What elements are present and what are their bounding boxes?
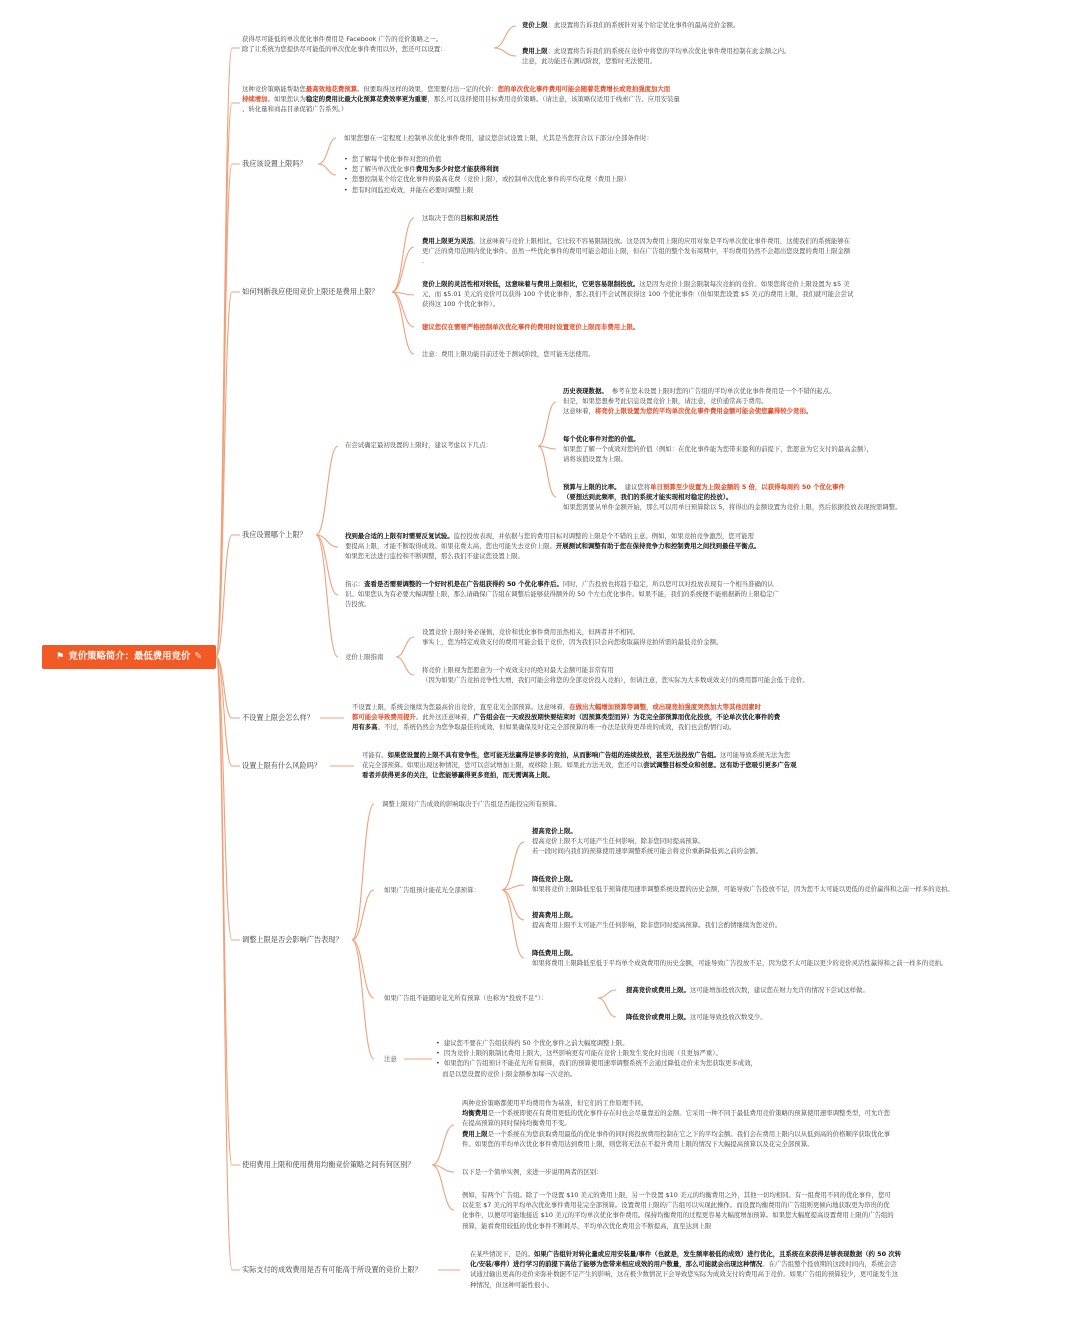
text-span: 预算与上限的比率。 — [563, 483, 621, 491]
topic-no-cap[interactable]: 不设置上限会怎么样？ — [242, 713, 314, 722]
q6-note-label[interactable]: 注意 — [384, 1055, 397, 1063]
text-span: 找到最合适的上限有时需要反复试验。 — [345, 532, 454, 540]
q6-under-raise — [626, 985, 869, 995]
text-span: 费用为多少时您才能获得利润 — [415, 165, 499, 174]
connector-line — [598, 998, 616, 1017]
strategy-paragraph — [242, 84, 680, 115]
list-item — [436, 1069, 757, 1079]
text-span: 获得这 100 个优化事件）。 — [422, 300, 499, 309]
text-span: 这可能导致系统无法为您 — [719, 751, 791, 759]
text-span: 竞价上限的灵活性相对较低，这意味着与费用上限相比，它更容易限制投放。 — [422, 280, 640, 288]
bid-cap-def — [522, 20, 739, 30]
connector-line — [538, 446, 556, 497]
bid-cap-label: 竞价上限 — [522, 21, 548, 29]
text-span: 化事件，以便尽可能地接近 $10 美元的平均单次优化事件费用。保持均衡费用的过程更容易大幅度增加预算。如果您大幅度提高设置费用上限的广告组的 — [462, 1211, 894, 1220]
list-item: • 您了解当单次优化事件费用为多少时您才能获得利润 — [344, 165, 499, 174]
topic-risks[interactable]: 设置上限有什么风险吗？ — [242, 761, 322, 770]
q6-under-spend[interactable]: 如果广告组不能随时花光所有预算（也称为“投放不足”）： — [384, 994, 548, 1002]
connector-line — [432, 1125, 454, 1165]
topic-cost-cap-vs-average[interactable]: 使用费用上限和使用费用均衡竞价策略之间有何区别？ — [242, 1160, 415, 1169]
text-span: 这种竞价策略能帮助您 — [242, 85, 306, 93]
q7-definitions — [462, 1098, 890, 1149]
text-span: 告投放。 — [345, 600, 371, 609]
connector-line — [538, 402, 556, 446]
connector-line — [392, 292, 414, 354]
text-span: 最高效地花费预算 — [305, 85, 358, 93]
text-span: 、转化量和商品目录促销广告系列。） — [242, 105, 348, 114]
text-span: 您想控制某个给定优化事件的最高花费（竞价上限），或控制单次优化事件的平均花费（费用上限） — [351, 175, 630, 184]
text-span: （因为如果广告竞拍竞争性大增，我们可能会将您的全部竞价投入竞拍），但请注意，您实际为大多数成效支付的费用都可能会低于竞价。 — [422, 676, 809, 685]
connector-line — [352, 890, 374, 940]
q6-full-spend[interactable]: 如果广告组预计能花光全部预算： — [384, 886, 480, 894]
topic-adjust-effect[interactable]: 调整上限是否会影响广告表现？ — [242, 935, 343, 944]
bid-cap-guide[interactable]: 竞价上限指南 — [345, 653, 384, 661]
text-span: 这是因为竞价上限会限制每次竞拍的竞价。如果您将竞价上限设置为 $5 美 — [639, 280, 850, 288]
text-span: 在提高预算的同时保持均衡费用不变。 — [462, 1119, 571, 1128]
text-span: 指示： — [345, 580, 365, 588]
topic-bid-vs-cost-cap[interactable]: 如何判断我应使用竞价上限还是费用上限？ — [242, 287, 379, 296]
text-span: 建议您仅在需要严格控制单次优化事件的费用时设置竞价上限而非费用上限。 — [422, 323, 640, 331]
text-span: 广告组会在一天或投放期快要结束时（因预算类型而异）为花完全部预算而优化投放，不论单次优化事件的费 — [473, 713, 781, 722]
connector-line — [216, 657, 240, 1270]
text-span: 提高竞价或费用上限。 — [626, 986, 690, 994]
bid-guide-1 — [422, 627, 722, 647]
text-span: 种情况，但这种可能性很小。 — [470, 1280, 554, 1289]
q6-lower-cost — [532, 948, 947, 968]
q2-p1 — [422, 213, 499, 223]
text-span: 。但要取得这样的效果，您需要付出一定的代价： — [357, 85, 498, 93]
text-span: 开展测试和调整有助于您在保持竞争力和控制费用之间找到最佳平衡点。 — [555, 542, 761, 551]
list-item: • 您有时间监控成效，并能在必要时调整上限 — [344, 185, 474, 194]
q3-tip — [345, 579, 779, 610]
note-icon: ✎ — [194, 651, 203, 662]
text-span: 元，而 $5.01 美元的竞价可以获得 100 个优化事件，那么我们不会试图获得这 100 个优化事件（但如果您设置 $5 美元的费用上限，我们就可能会尝试 — [422, 290, 854, 299]
text-span: 如果您了解一个成效对您的价值（例如：在优化事件能为您带来盈利的前提下，您愿意为它支付的最高金额）， — [563, 445, 873, 454]
text-span: 降低竞价或费用上限。 — [626, 1013, 690, 1021]
text-span: 尝试调整目标受众和创意。这有助于您吸引更多广告观 — [643, 761, 797, 770]
q6-notes — [436, 1038, 757, 1079]
connector-line — [396, 637, 414, 657]
text-span: ，那么可以选择使用目标费用竞价策略。（请注意，该策略仅适用于线索广告、应用安装量 — [427, 95, 680, 104]
text-span: 历史表现数据。 — [563, 387, 608, 395]
text-span: 件。如果您的平均单次优化事件费用达到费用上限，则您将无法在不提升费用上限的情况下大幅提高预算以及花完全部预算。 — [462, 1139, 814, 1148]
text-span: 您了解每个优化事件对您的价值 — [351, 155, 442, 163]
text-span: 单日预算至少设置为上限金额的 5 倍，以获得每周约 50 个优化事件 — [650, 483, 845, 491]
q5-answer — [362, 750, 797, 781]
q3-history — [563, 386, 835, 417]
text-span: 目标和灵活性 — [460, 214, 499, 222]
text-span: 提高费用上限。 — [532, 911, 577, 919]
q2-p4 — [422, 322, 639, 332]
text-span: 如果您设置的上限不具有竞争性，您可能无法赢得足够多的竞拍，从而影响广告组的连续投放，甚至无法投放广告组。 — [387, 751, 720, 759]
text-span: 持续增加 — [242, 95, 268, 104]
connector-line — [216, 103, 240, 657]
text-span: 识。如果您认为有必要大幅调整上限，那么请确保广告组在调整后能够获得额外的 50 个左右优化事件。如果不能，我们的系统便不能根据新的上限稳定广 — [345, 590, 779, 599]
q6-under-lower — [626, 1012, 767, 1022]
text-span: 参考在您未设置上限时您的广告组的平均单次优化事件费用是一个不错的起点。 — [611, 387, 836, 395]
text-span: 可能有。 — [362, 751, 388, 759]
text-span: 您有时间监控成效，并能在必要时调整上限 — [351, 185, 474, 194]
text-span: 例如，有两个广告组。除了一个设置 $10 美元的费用上限，另一个设置 $10 美元的均衡费用之外，其他一切均相同。有一组费用不同的优化事件，您可 — [462, 1191, 891, 1199]
q3-consider: 在尝试确定最初设置的上限时，建议考虑以下几点： — [345, 441, 492, 449]
text-span: 事实上，您为特定成效支付的费用可能会低于竞价，因为我们只会向您收取赢得竞拍所需的最低竞价金额。 — [422, 638, 723, 647]
connector-line — [352, 940, 374, 998]
text-span: 若一段时间内我们的预算使用速率调整系统可能会将竞价重新降低到之前的金额。 — [532, 847, 763, 856]
text-span: 同时，广告投放也将趋于稳定，所以您可以对投放表现有一个相当准确的认 — [562, 580, 774, 588]
connector-line — [502, 842, 524, 890]
list-item: • 如果您的广告组预计不能花光所有预算，我们的预算使用速率调整系统不会通过降低竞价来为您获取更多成效， — [436, 1059, 757, 1068]
list-item: • 建议您不要在广告组获得约 50 个优化事件之前大幅度调整上限。 — [436, 1039, 629, 1047]
q2-p3 — [422, 279, 853, 310]
connector-line — [316, 535, 338, 595]
intro-text — [242, 34, 447, 54]
q2-p2: 费用上限更为灵活。这意味着与竞价上限相比，它比较不容易限制投放。这是因为费用上限的应用对象是平均单次优化事件费用，这使我们的系统能够在 更广泛的费用范围内优化事件。虽然一些优化事件的费用可能会超出上限，但在广告组的整个发布周期中，平均费用仍然不会超出您设置的费用上限金额 . — [422, 237, 851, 266]
connector-line — [494, 26, 516, 48]
text-span: 提高竞价上限。 — [532, 827, 577, 835]
text-span: （要想达到此频率，我们的系统才能实现相对稳定的投放）。 — [563, 493, 733, 502]
connector-line — [396, 657, 414, 675]
text-span: 是一个系统即使在有费用更低的优化事件存在时也会尽量靠近的金额。它采用一种不同于最低费用竞价策略的预算使用速率调整类型，可允许您 — [487, 1109, 891, 1118]
connector-line — [216, 48, 240, 657]
text-span: 如果将竞价上限降低至低于预算使用速率调整系统设置的历史金额，可能导致广告投放不足，因为您不太可能以更低的竞价赢得和之前一样多的竞拍。 — [532, 885, 954, 894]
connector-line — [502, 890, 524, 958]
q6-raise-cost — [532, 910, 781, 930]
cost-cap-note: 注意，此功能还在测试阶段，您暂时无法使用。 — [522, 57, 657, 66]
q6-raise-bid — [532, 826, 762, 857]
text-span: 如果您需要从单件金额开始，那么可以用单日预算除以 5，将得出的金额设置为竞价上限，然后依据投放表现按需调整。 — [563, 503, 902, 512]
connector-line — [502, 890, 524, 920]
text-span: 。这意味着与竞价上限相比，它比较不容易限制投放。这是因为费用上限的应用对象是平均单次优化事件费用，这使我们的系统能够在 — [473, 237, 851, 245]
q3-find — [345, 531, 760, 562]
text-span: 您的单次优化事件费用可能会随着花费增长或竞拍强度加大而 — [497, 85, 671, 93]
connector-line — [352, 940, 374, 1059]
bid-cap-text: ：此设置将告诉我们的系统针对某个给定优化事件的最高竞价金额。 — [547, 21, 740, 29]
q3-ratio — [563, 482, 901, 513]
q8-answer — [470, 1249, 901, 1290]
text-span: 这取决于您的 — [422, 214, 461, 222]
q2-p5: 注意：费用上限功能目前还处于测试阶段，您可能无法使用。 — [422, 350, 595, 358]
text-span: 。如果您认为 — [267, 95, 306, 104]
text-span: 这可能导致投放次数变少。 — [689, 1013, 767, 1021]
text-span: 设置竞价上限时务必谨慎，竞价和优化事件费用虽然相关，但两者并不相同。 — [422, 628, 640, 636]
text-span: 在某些情况下，是的。 — [470, 1250, 534, 1258]
intro-line: 获得尽可能低的单次优化事件费用是 Facebook 广告的竞价策略之一。 — [242, 35, 443, 43]
topic-should-set-cap[interactable]: 我应该设置上限吗？ — [242, 159, 307, 168]
text-span: 。在广告组整个投放期的这段时间内，系统会尝 — [762, 1260, 897, 1269]
text-span: 建议您将 — [624, 483, 651, 491]
text-span: 这可能增加投放次数，建议您在财力允许的情况下尝试这样做。 — [689, 986, 869, 994]
text-span: 费用上限 — [462, 1129, 488, 1138]
text-span: 监控投放表现，并依据与您的费用目标对调整的上限是个不错的主意。例如，如果竞拍竞争激烈，您可能需 — [453, 532, 754, 540]
text-span: 在做出大幅增加预算等调整，或出现竞拍强度突然加大等其他因素时 — [569, 703, 761, 711]
text-span: 您了解当单次优化事件 — [351, 165, 416, 174]
text-span: 如果您无法进行监控和不断调整，那么我们不建议您设置上限。 — [345, 552, 524, 561]
flag-icon: ⚑ — [55, 651, 65, 662]
text-span: 化/安装/事件）进行学习的 — [470, 1260, 545, 1269]
cost-cap-label: 费用上限 — [522, 47, 548, 55]
list-item: • 您了解每个优化事件对您的价值 — [344, 155, 442, 163]
connector-line — [598, 990, 616, 998]
q1-intro: 如果您想在一定程度上控制单次优化事件费用，建议您尝试设置上限，尤其是当您符合以下部分/全部条件时： — [344, 134, 653, 142]
text-span: 这意味着， — [563, 407, 595, 416]
text-span: 因为竞价上限的限制比费用上限大，这些影响更有可能在竞价上限发生变化时出现（且更加严重）。 — [443, 1049, 722, 1058]
text-span: 查看是否需要调整的一个好时机是在广告组获得约 50 个优化事件后。 — [364, 580, 563, 588]
q7-example — [462, 1190, 894, 1231]
text-span: 花完全部预算。如果出现这种情况，您可以尝试增加上限，或移除上限。如果此方法无效，您还可以 — [362, 761, 644, 770]
text-span: 以花至 $7 美元的平均单次优化事件费用花完全部预算。设置费用上限的广告组可以实现此操作。而设置均衡费用的广告组则更倾向地获取更为昂贵的优 — [462, 1201, 890, 1210]
cost-cap-def — [522, 46, 790, 66]
text-span: 是一个系统在为您获取费用最低的优化事件的同时将投放费用控制在它之下的平均金额。我们会在费用上限内以从低到高的价格顺序获取优化事 — [487, 1129, 891, 1138]
connector-line — [494, 48, 516, 56]
text-span: 预算，能看费用较低的优化事件不断耗尽，平均单次优化费用会不断提高，直至达到上限 — [462, 1221, 712, 1230]
text-span: 建议您不要在广告组获得约 50 个优化事件之前大幅度调整上限。 — [443, 1039, 629, 1047]
text-span: 均衡费用 — [462, 1109, 488, 1118]
text-span: 如果将费用上限降低至低于平均单个成效费用的历史金额，可能导致广告投放不足，因为您不太可能以更少的竞价灵活性赢得和之前一样多的竞拍。 — [532, 959, 948, 968]
text-span: 要提高上限，才能不断取得成效。如果花费太高，您也可能失去竞价上限。 — [345, 542, 556, 551]
q7-example-intro: 以下是一个简单实例，来进一步说明两者的区别： — [462, 1168, 603, 1176]
text-span: 都可能会导致费用提升 — [352, 713, 416, 722]
text-span: 而是以您设置的竞价上限金额参加每一次竞拍。 — [442, 1069, 577, 1078]
cost-cap-text: ：此设置将告诉我们的系统在竞价中将您的平均单次优化事件费用控制在此金额之内。 — [547, 47, 791, 55]
text-span: 前提下高估了能够为您带来相应成效的用户数量，那么可能就会出现这种情况 — [544, 1260, 763, 1269]
text-span: 将竞价上限设置为您的平均单次优化事件费用金额可能会使您赢得较少竞拍。 — [594, 407, 813, 416]
text-span: 请将该值设置为上限。 — [563, 455, 627, 464]
list-item: • 您想控制某个给定优化事件的最高花费（竞价上限），或控制单次优化事件的平均花费（费用上限） — [344, 175, 630, 184]
text-span: 试通过输出更高的竞价来弥补数据不足产生的影响，这在极少数情况下会导致您实际为成效支付的费用高于竞价。如果广告组的预算较少，更可能发生这 — [470, 1270, 899, 1279]
text-span: 但是，如果您想参考此信息设置竞价上限，请注意，竞价通常高于费用。 — [563, 397, 768, 406]
text-span: 更广泛的费用范围内优化事件。虽然一些优化事件的费用可能会超出上限，但在广告组的整个发布周期中，平均费用仍然不会超出您设置的费用上限金额 — [422, 247, 851, 256]
connector-line — [352, 804, 374, 940]
topic-which-cap[interactable]: 我应设置哪个上限？ — [242, 530, 307, 539]
topic-actual-above-bid[interactable]: 实际支付的成效费用是否有可能高于所设置的竞价上限？ — [242, 1265, 422, 1274]
text-span: 如果广告组针对转化量或应用安装量/事件（也就是，发生频率极低的成效）进行优化，且系统在来获得足够表现数据（约 50 次转 — [533, 1250, 902, 1258]
text-span: 用有多高 — [352, 723, 378, 732]
q3-value — [563, 434, 873, 465]
text-span: 降低竞价上限。 — [532, 875, 577, 883]
text-span: 费用上限更为灵活 — [422, 237, 474, 245]
text-span: 每个优化事件对您的价值。 — [563, 435, 640, 443]
q1-bullets — [344, 154, 630, 195]
text-span: 如果您的广告组预计不能花光所有预算，我们的预算使用速率调整系统不会通过降低竞价来为您获取更多成效， — [443, 1059, 757, 1068]
text-span: 。此外这还意味着， — [415, 713, 474, 722]
intro-line: 除了让系统为您提供尽可能低的单次优化事件费用以外，您还可以设置： — [242, 45, 447, 54]
text-span: 看者并获得更多的关注，让您能够赢得更多竞拍，而无需调高上限。 — [362, 771, 554, 780]
root-topic[interactable] — [42, 645, 216, 669]
connector-line — [316, 446, 338, 535]
connector-line — [316, 535, 338, 657]
text-span: 提高竞价上限不太可能产生任何影响，除非您同时提高预算。 — [532, 837, 705, 846]
bid-guide-2 — [422, 665, 809, 685]
text-span: 将竞价上限视为您愿意为一个成效支付的绝对最大金额可能非常有用 — [422, 666, 614, 674]
q6-intro: 调整上限对广告成效的影响取决于广告组是否能投完所有预算。 — [382, 800, 561, 808]
text-span: 提高费用上限不太可能产生任何影响，除非您同时提高预算。我们会酌情继续为您竞价。 — [532, 921, 782, 930]
connector-line — [318, 138, 336, 164]
connector-line — [392, 218, 414, 292]
text-span: 降低费用上限。 — [532, 949, 577, 957]
text-span: 稳定的费用比最大化预算花费效率更为重要 — [305, 95, 428, 104]
root-title: 竞价策略简介：最低费用竞价 — [68, 651, 191, 662]
q6-lower-bid — [532, 874, 954, 894]
text-span: 。不过，系统仍然会为您争取最佳的成效，但如果确保及时花完全部预算的唯一办法是获得更昂贵的成效，我们也会酌情行动。 — [377, 723, 736, 732]
q4-answer — [352, 702, 780, 733]
connector-line — [318, 164, 336, 175]
text-span: 两种竞价策略都使用平均费用作为基准，但它们的工作原理不同。 — [462, 1099, 648, 1107]
text-span: 不设置上限，系统会继续为您最高价出竞价，直至花光全部预算。这意味着， — [352, 703, 570, 711]
list-item: • 因为竞价上限的限制比费用上限大，这些影响更有可能在竞价上限发生变化时出现（且更加严重）。 — [436, 1049, 722, 1058]
